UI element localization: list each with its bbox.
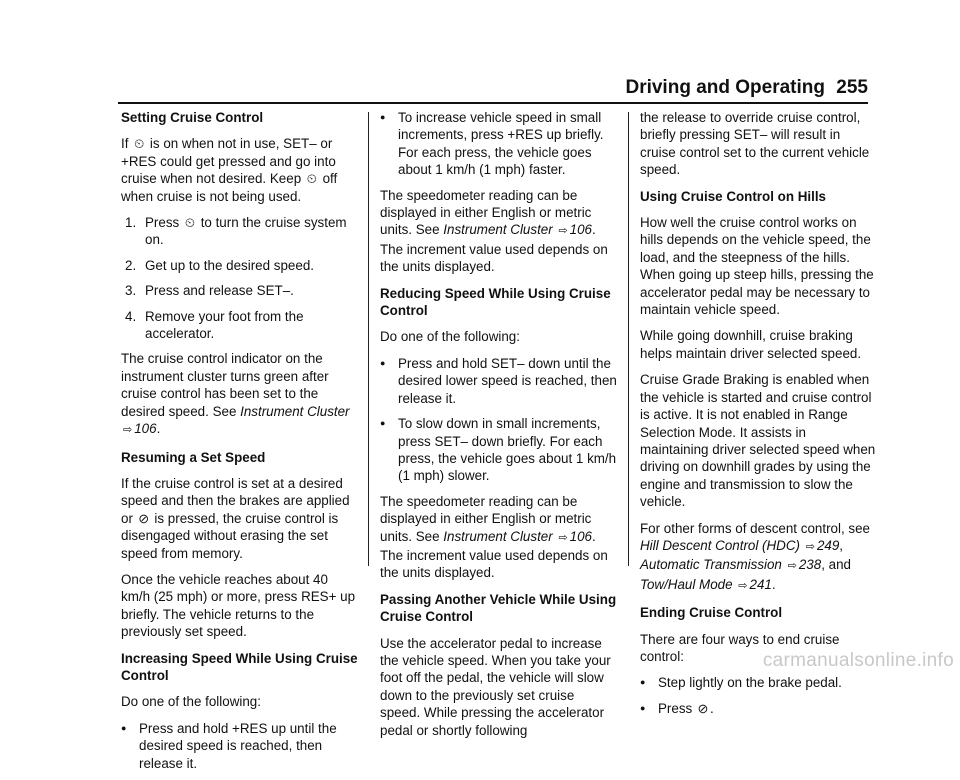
page-reference-arrow-icon: ⇨ [787, 560, 797, 573]
xref-page[interactable]: 106 [134, 421, 157, 437]
heading-passing-vehicle: Passing Another Vehicle While Using Cruise Control [380, 591, 617, 625]
paragraph: How well the cruise control works on hills depends on the vehicle speed, the load, and the steepness of the hills. When going up steep hills, pressing the accelerator pedal may be necessary to maintain vehicle speed. [640, 215, 874, 318]
paragraph: The cruise control indicator on the instrument cluster turns green after cruise control has been set to the desired speed. See Instrument Cluster ⇨ 106. [121, 351, 350, 437]
bullet-item: ● Press and hold SET– down until the desired lower speed is reached, then release it. [380, 355, 617, 407]
page-reference-arrow-icon: ⇨ [805, 540, 815, 553]
paragraph: Use the accelerator pedal to increase the vehicle speed. When you take your foot off the pedal, the vehicle will slow down to the previously set cruise speed. While pressing the accelerator pedal or shortly following [380, 635, 611, 738]
bullet-item: ● Step lightly on the brake pedal. [640, 674, 878, 691]
paragraph: Do one of the following: [380, 329, 520, 345]
xref-page[interactable]: 249 [816, 537, 840, 553]
xref-page[interactable]: 106 [569, 528, 592, 544]
paragraph: While going downhill, cruise braking helps maintain driver selected speed. [640, 328, 862, 361]
cruise-speedometer-icon: ⏲ [306, 171, 317, 187]
paragraph: the release to override cruise control, briefly pressing SET– will result in cruise control set to the current vehicle speed. [640, 110, 870, 178]
paragraph: For other forms of descent control, see Hill Descent Control (HDC) ⇨ 249, Automatic Transmission ⇨ 238, and Tow/Haul Mode ⇨ 241. [640, 520, 870, 592]
step-4: 4. Remove your foot from the accelerator. [125, 308, 304, 342]
heading-reducing-speed: Reducing Speed While Using Cruise Control [380, 285, 611, 319]
paragraph: Cruise Grade Braking is enabled when the vehicle is started and cruise control is active. It is not enabled in Range Selection Mode. It assists in maintaining driver selected speed when driving on downhill grades by using the engine and transmission to slow the vehicle. [640, 372, 876, 510]
cruise-speedometer-icon: ⏲ [184, 215, 196, 231]
paragraph: Do one of the following: [121, 694, 261, 710]
cruise-cancel-icon: ⊘ [138, 510, 150, 526]
bullet-item: ● To slow down in small increments, press SET– down briefly. For each press, the vehicle goes about 1 km/h (1 mph) slower. [380, 415, 617, 485]
paragraph: Once the vehicle reaches about 40 km/h (25 mph) or more, press RES+ up briefly. The vehicle returns to the previously set speed. [121, 571, 356, 640]
page-reference-arrow-icon: ⇨ [123, 424, 133, 437]
page-header [0, 77, 960, 107]
column-right [640, 109, 878, 725]
cruise-cancel-icon: ⊘ [697, 700, 709, 716]
page-reference-arrow-icon: ⇨ [558, 225, 568, 238]
xref-link[interactable]: Tow/Haul Mode [640, 576, 733, 592]
page-reference-arrow-icon: ⇨ [738, 579, 748, 592]
paragraph: If the cruise control is set at a desired speed and then the brakes are applied or ⊘ is pressed, the cruise control is disengaged without erasing the set speed from memory. [121, 475, 350, 561]
paragraph: There are four ways to end cruise control: [640, 631, 840, 664]
xref-page[interactable]: 106 [569, 222, 592, 238]
xref-link[interactable]: Automatic Transmission [640, 557, 782, 573]
watermark: carmanualsonline.info [762, 650, 954, 671]
paragraph: If ⏲ is on when not in use, SET– or +RES could get pressed and go into cruise when not desired. Keep ⏲ off when cruise is not being used. [121, 136, 338, 204]
column-divider [368, 112, 369, 566]
page-number: 255 [836, 77, 868, 98]
xref-page[interactable]: 241 [749, 576, 772, 592]
cruise-speedometer-icon: ⏲ [134, 136, 145, 152]
column-divider [628, 112, 629, 566]
header-rule [118, 102, 868, 104]
paragraph: The speedometer reading can be displayed in either English or metric units. See Instrument Cluster ⇨ 106. The increment value used depends on the units displayed. [380, 187, 608, 275]
heading-resuming-set-speed: Resuming a Set Speed [121, 449, 266, 465]
bullet-item: ● Press ⊘ . [640, 700, 878, 717]
column-middle [380, 109, 617, 748]
xref-link[interactable]: Instrument Cluster [240, 403, 350, 419]
page-reference-arrow-icon: ⇨ [558, 531, 568, 544]
xref-link[interactable]: Instrument Cluster [443, 222, 553, 238]
heading-increasing-speed: Increasing Speed While Using Cruise Control [121, 650, 358, 683]
step-1: 1. Press ⏲ to turn the cruise system on. [125, 215, 347, 248]
bullet-item: ● To increase vehicle speed in small increments, press +RES up briefly. For each press, the vehicle goes about 1 km/h (1 mph) faster. [380, 109, 617, 179]
heading-setting-cruise-control: Setting Cruise Control [121, 110, 264, 125]
xref-link[interactable]: Instrument Cluster [443, 528, 553, 544]
step-3: 3. Press and release SET–. [125, 283, 294, 299]
step-2: 2. Get up to the desired speed. [125, 257, 314, 273]
bullet-item: ● Press and hold +RES up until the desired speed is reached, then release it. [121, 720, 359, 772]
column-left [121, 109, 359, 780]
paragraph: The speedometer reading can be displayed in either English or metric units. See Instrument Cluster ⇨ 106. The increment value used depends on the units displayed. [380, 493, 608, 581]
heading-cruise-on-hills: Using Cruise Control on Hills [640, 188, 826, 204]
xref-page[interactable]: 238 [798, 557, 822, 573]
heading-ending-cruise-control: Ending Cruise Control [640, 605, 783, 621]
xref-link[interactable]: Hill Descent Control (HDC) [640, 537, 800, 553]
section-title: Driving and Operating [625, 77, 825, 98]
